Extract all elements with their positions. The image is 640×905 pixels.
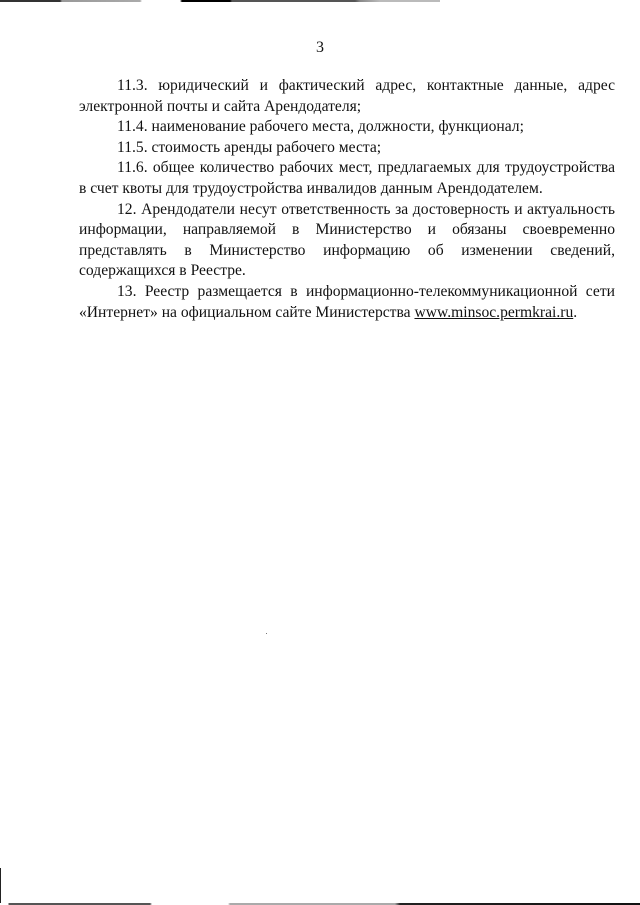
paragraph-13-text: 13. Реестр размещается в информационно-телекоммуникационной сети «Интернет» на официальном сайте Министерства bbox=[79, 282, 615, 321]
paragraph-11-4: 11.4. наименование рабочего места, должности, функционал; bbox=[117, 118, 524, 136]
scan-border-left bbox=[0, 868, 1, 905]
paragraph-11-3: 11.3. юридический и фактический адрес, контактные данные, адрес электронной почты и сайта Арендодателя; bbox=[79, 77, 615, 115]
scan-speck bbox=[266, 633, 267, 634]
ministry-website-link[interactable]: www.minsoc.permkrai.ru bbox=[414, 303, 574, 321]
document-body bbox=[79, 76, 615, 323]
paragraph-11-6: 11.6. общее количество рабочих мест, предлагаемых для трудоустройства в счет квоты для трудоустройства инвалидов данным Арендодателем. bbox=[79, 159, 615, 197]
paragraph-13-end: . bbox=[573, 303, 578, 321]
paragraph-11-5: 11.5. стоимость аренды рабочего места; bbox=[117, 138, 382, 156]
scan-border-top bbox=[0, 0, 440, 2]
page-number: 3 bbox=[316, 39, 324, 56]
paragraph-12: 12. Арендодатели несут ответственность за достоверность и актуальность информации, направляемой в Министерство и обязаны своевременно представлять в Министерство информацию об изменении сведений, содержащихся в Реестре. bbox=[79, 200, 615, 280]
paragraph-13 bbox=[79, 282, 615, 323]
